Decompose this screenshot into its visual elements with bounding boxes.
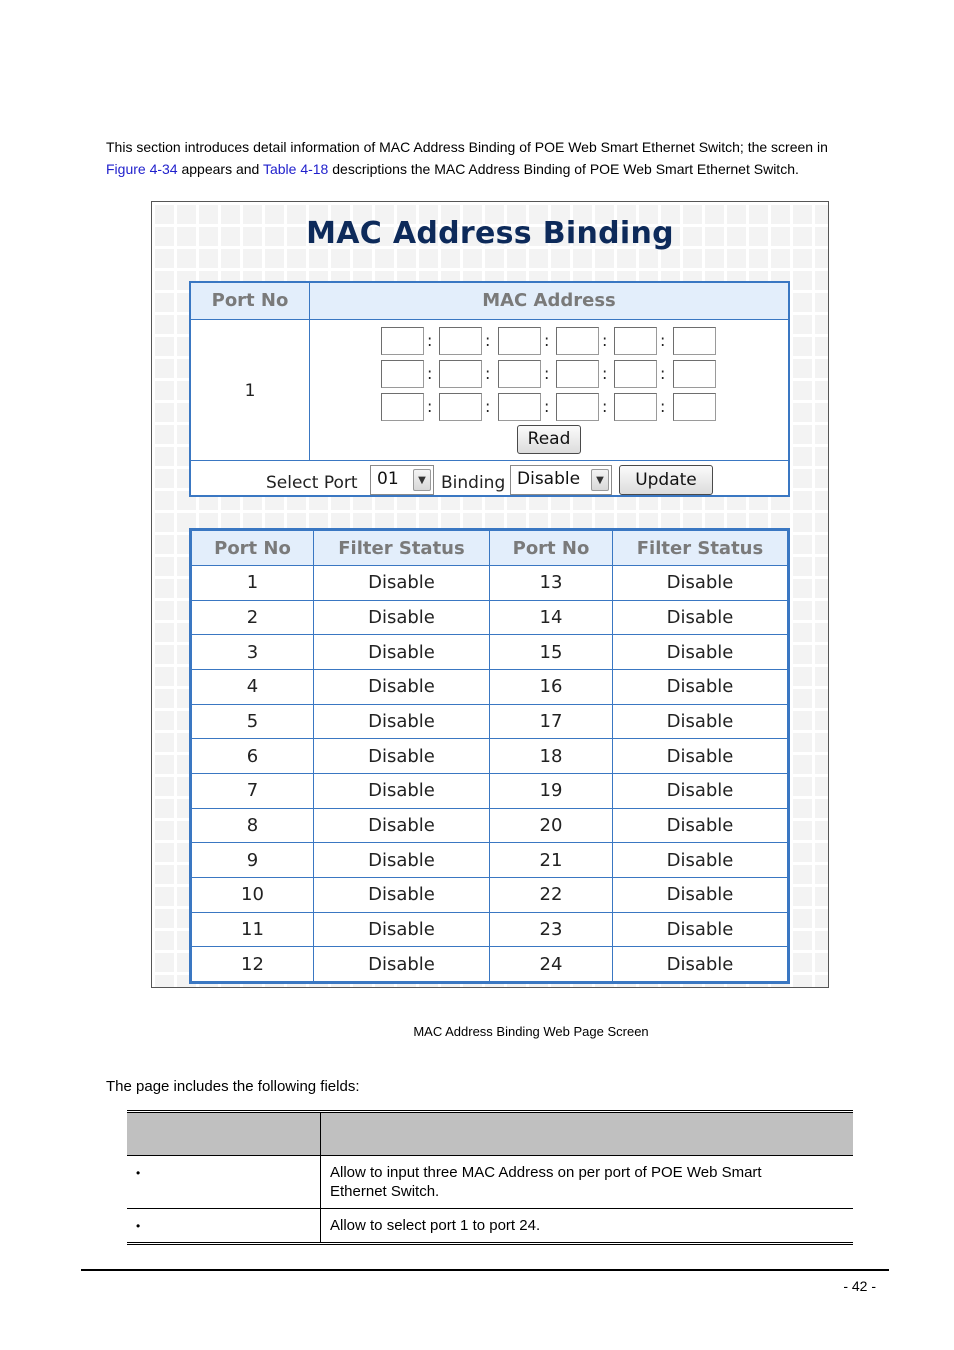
colon: : xyxy=(660,331,666,350)
page-title: MAC Address Binding xyxy=(306,216,674,251)
mac-octet-input[interactable] xyxy=(614,393,657,421)
table-cell: Disable xyxy=(613,843,788,878)
mac-octet-input[interactable] xyxy=(498,327,541,355)
table-cell: Disable xyxy=(613,877,788,912)
table-row xyxy=(192,739,788,774)
fields-table-header xyxy=(127,1113,853,1156)
table-cell: Disable xyxy=(613,669,788,704)
table-cell: Disable xyxy=(314,912,490,947)
mac-octet-input[interactable] xyxy=(381,393,424,421)
mac-address-header: MAC Address xyxy=(482,290,616,311)
mac-octet-input[interactable] xyxy=(439,360,482,388)
table-link[interactable]: Table 4-18 xyxy=(262,161,329,177)
table-cell: Disable xyxy=(314,808,490,843)
mac-octet-input[interactable] xyxy=(614,327,657,355)
table-cell: Disable xyxy=(613,566,788,601)
table-row xyxy=(192,635,788,670)
column-divider xyxy=(320,1209,321,1242)
field-description: Allow to input three MAC Address on per port of POE Web Smart Ethernet Switch. xyxy=(330,1164,762,1200)
mac-octet-input[interactable] xyxy=(556,327,599,355)
table-cell: 24 xyxy=(490,947,613,982)
column-divider xyxy=(320,1113,321,1155)
table-cell: 12 xyxy=(192,947,314,982)
footer-rule xyxy=(81,1269,889,1271)
table-cell: Disable xyxy=(314,843,490,878)
figure-caption: MAC Address Binding Web Page Screen xyxy=(413,1024,649,1039)
colon: : xyxy=(602,364,608,383)
table-row xyxy=(192,704,788,739)
table-cell: 18 xyxy=(490,739,613,774)
bullet-icon: • xyxy=(136,1166,141,1180)
select-port-label: Select Port xyxy=(266,473,358,493)
table-cell: Disable xyxy=(314,600,490,635)
binding-value: Disable xyxy=(517,469,581,489)
table-cell: 10 xyxy=(192,877,314,912)
table-cell: 3 xyxy=(192,635,314,670)
select-port-value: 01 xyxy=(377,469,399,489)
field-description: Allow to select port 1 to port 24. xyxy=(330,1217,541,1234)
column-header: Port No xyxy=(490,531,613,566)
table-cell: Disable xyxy=(314,739,490,774)
port-no-header: Port No xyxy=(211,290,289,311)
table-cell: 19 xyxy=(490,773,613,808)
table-cell: Disable xyxy=(314,704,490,739)
table-cell: 9 xyxy=(192,843,314,878)
table-row xyxy=(192,912,788,947)
mac-octet-input[interactable] xyxy=(381,360,424,388)
intro-line-1: This section introduces detail information of MAC Address Binding of POE Web Smart Ethernet Switch; the screen in xyxy=(106,139,828,155)
mac-octet-input[interactable] xyxy=(381,327,424,355)
page-number: - 42 - xyxy=(843,1278,876,1294)
table-cell: Disable xyxy=(613,635,788,670)
mac-octet-input[interactable] xyxy=(556,360,599,388)
table-cell: Disable xyxy=(613,600,788,635)
chevron-down-icon: ▼ xyxy=(413,469,431,491)
table-cell: 17 xyxy=(490,704,613,739)
column-divider xyxy=(309,283,310,461)
colon: : xyxy=(427,397,433,416)
colon: : xyxy=(544,397,550,416)
mac-octet-input[interactable] xyxy=(673,327,716,355)
colon: : xyxy=(485,397,491,416)
mac-octet-input[interactable] xyxy=(498,393,541,421)
table-cell: Disable xyxy=(613,808,788,843)
mac-octet-input[interactable] xyxy=(673,393,716,421)
mac-octet-input[interactable] xyxy=(439,327,482,355)
table-cell: 15 xyxy=(490,635,613,670)
table-cell: Disable xyxy=(613,773,788,808)
select-port-dropdown[interactable] xyxy=(370,465,434,495)
intro-mid-text: appears and xyxy=(177,161,263,177)
table-row xyxy=(127,1209,853,1242)
binding-label: Binding xyxy=(441,473,506,493)
column-header: Filter Status xyxy=(314,531,490,566)
table-row xyxy=(192,947,788,982)
column-header: Port No xyxy=(192,531,314,566)
read-button[interactable]: Read xyxy=(517,425,581,454)
table-cell: 4 xyxy=(192,669,314,704)
table-cell: 13 xyxy=(490,566,613,601)
colon: : xyxy=(602,397,608,416)
table-row xyxy=(192,669,788,704)
fields-table xyxy=(127,1110,853,1245)
colon: : xyxy=(602,331,608,350)
table-cell: 1 xyxy=(192,566,314,601)
table-row xyxy=(192,808,788,843)
table-cell: 5 xyxy=(192,704,314,739)
fields-intro: The page includes the following fields: xyxy=(106,1078,360,1095)
table-cell: Disable xyxy=(314,947,490,982)
table-cell: Disable xyxy=(314,669,490,704)
mac-octet-input[interactable] xyxy=(498,360,541,388)
table-row xyxy=(192,773,788,808)
colon: : xyxy=(544,331,550,350)
column-header: Filter Status xyxy=(613,531,788,566)
figure-link[interactable]: Figure 4-34 xyxy=(106,161,178,177)
table-cell: 14 xyxy=(490,600,613,635)
table-row xyxy=(192,877,788,912)
table-row xyxy=(192,843,788,878)
bullet-icon: • xyxy=(136,1219,141,1233)
update-button[interactable]: Update xyxy=(619,465,713,495)
mac-binding-panel xyxy=(189,281,790,497)
table-row xyxy=(127,1156,853,1209)
filter-status-table xyxy=(189,528,790,984)
table-cell: Disable xyxy=(613,912,788,947)
table-cell: Disable xyxy=(314,566,490,601)
colon: : xyxy=(485,364,491,383)
table-cell: 20 xyxy=(490,808,613,843)
colon: : xyxy=(485,331,491,350)
table-cell: 11 xyxy=(192,912,314,947)
table-cell: Disable xyxy=(314,877,490,912)
colon: : xyxy=(427,331,433,350)
table-cell: 21 xyxy=(490,843,613,878)
intro-end-text: descriptions the MAC Address Binding of POE Web Smart Ethernet Switch. xyxy=(328,161,799,177)
row-divider xyxy=(191,460,788,461)
table-cell: 2 xyxy=(192,600,314,635)
intro-paragraph xyxy=(106,136,866,180)
mac-octet-input[interactable] xyxy=(614,360,657,388)
table-cell: 7 xyxy=(192,773,314,808)
screenshot-frame xyxy=(151,201,829,988)
table-cell: Disable xyxy=(314,635,490,670)
table-cell: Disable xyxy=(613,947,788,982)
table-cell: 22 xyxy=(490,877,613,912)
chevron-down-icon: ▼ xyxy=(591,469,609,491)
colon: : xyxy=(660,364,666,383)
table-cell: Disable xyxy=(314,773,490,808)
table-cell: Disable xyxy=(613,704,788,739)
column-divider xyxy=(320,1156,321,1208)
table-cell: 6 xyxy=(192,739,314,774)
binding-header xyxy=(191,283,788,320)
table-cell: Disable xyxy=(613,739,788,774)
table-header-row xyxy=(192,531,788,566)
colon: : xyxy=(660,397,666,416)
mac-octet-input[interactable] xyxy=(673,360,716,388)
colon: : xyxy=(427,364,433,383)
port-number: 1 xyxy=(244,381,256,401)
intro-line-2 xyxy=(106,158,866,180)
colon: : xyxy=(544,364,550,383)
table-cell: 23 xyxy=(490,912,613,947)
binding-dropdown[interactable] xyxy=(510,465,612,495)
table-cell: 8 xyxy=(192,808,314,843)
table-row xyxy=(192,600,788,635)
mac-octet-input[interactable] xyxy=(439,393,482,421)
table-row xyxy=(192,566,788,601)
table-cell: 16 xyxy=(490,669,613,704)
mac-octet-input[interactable] xyxy=(556,393,599,421)
